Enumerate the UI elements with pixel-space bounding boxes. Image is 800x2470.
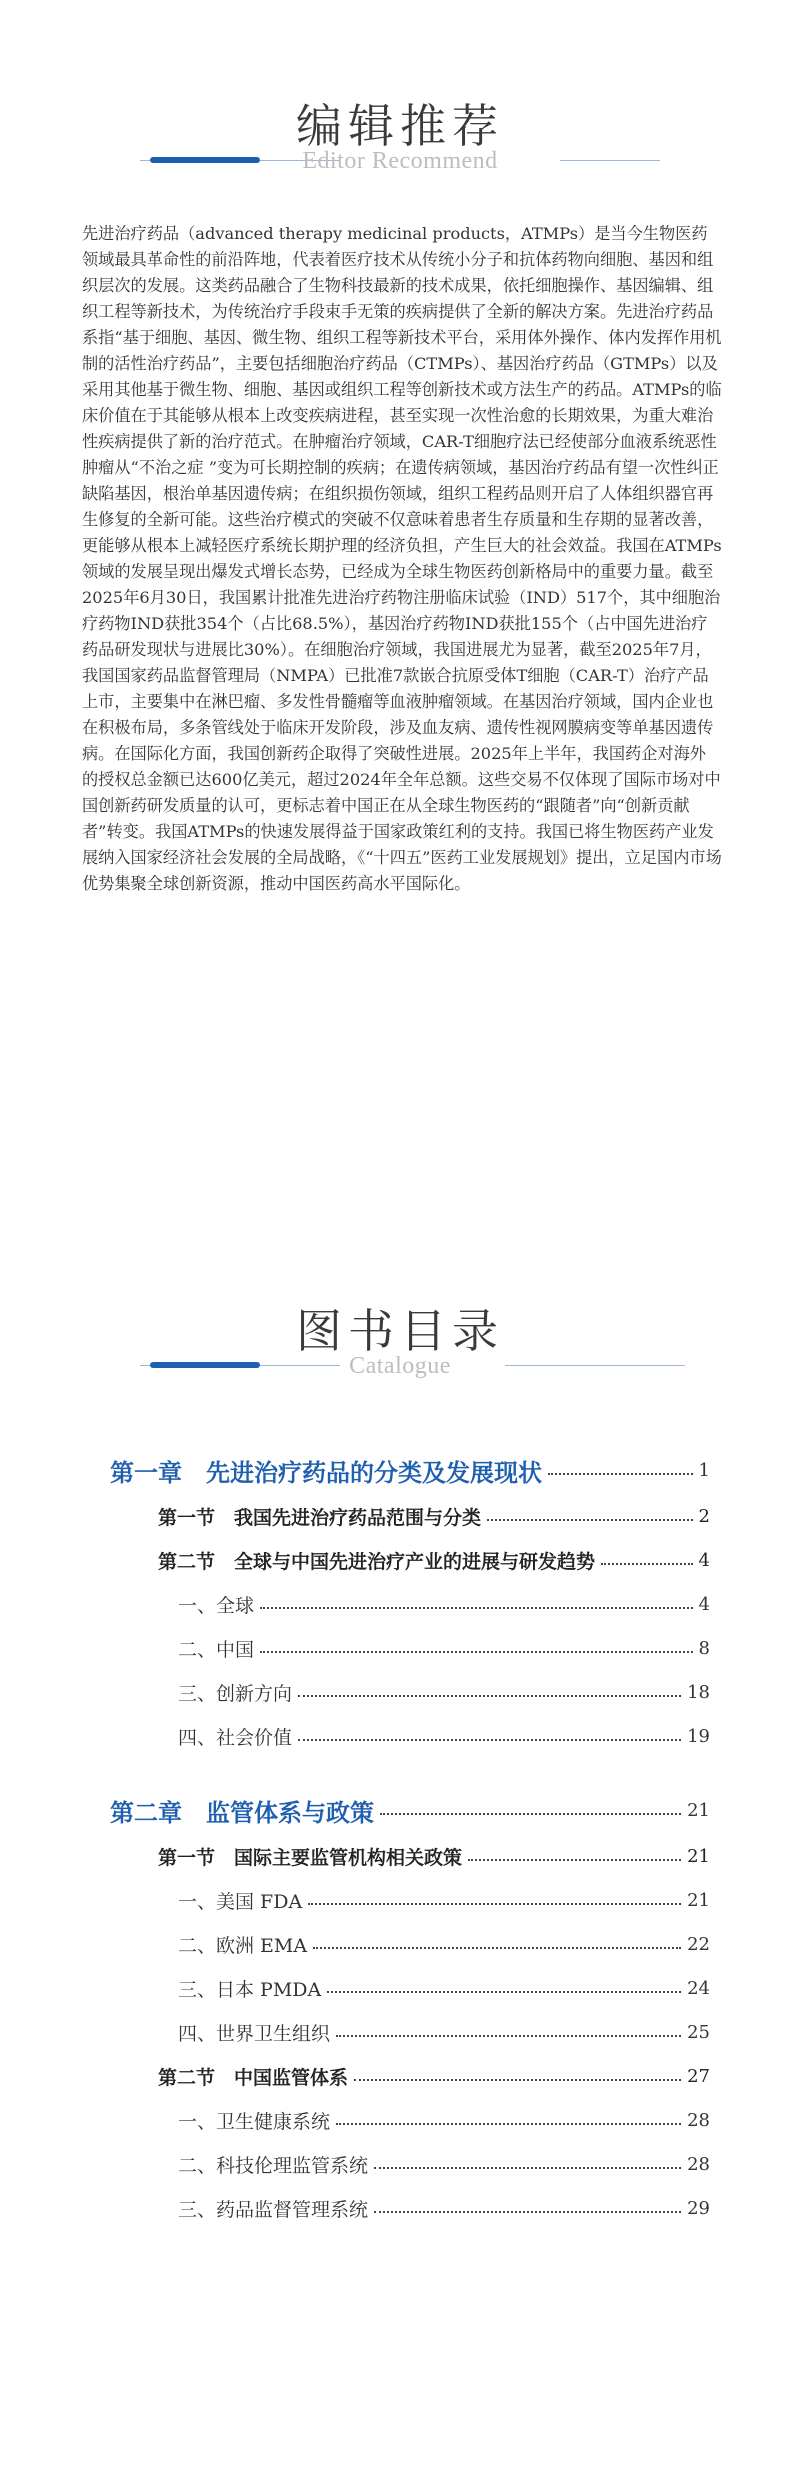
- toc-label: 第一节 国际主要监管机构相关政策: [158, 1846, 463, 1869]
- toc-section-2-1[interactable]: [158, 1841, 710, 1871]
- catalogue-header: [0, 1295, 800, 1395]
- toc-leader: [298, 1695, 681, 1697]
- toc-label: 一、美国 FDA: [178, 1890, 303, 1913]
- toc-label: 四、社会价值: [178, 1726, 293, 1749]
- header-divider-right: [560, 160, 660, 161]
- toc-item[interactable]: [178, 1929, 710, 1959]
- toc-item[interactable]: [178, 1885, 710, 1915]
- toc-section-1-1[interactable]: [158, 1501, 710, 1531]
- toc-leader: [380, 1813, 681, 1815]
- toc-leader: [336, 2035, 681, 2037]
- toc-page: 21: [687, 1845, 710, 1867]
- toc-section-1-2[interactable]: [158, 1545, 710, 1575]
- toc-leader: [487, 1519, 693, 1521]
- toc-page: 19: [687, 1725, 710, 1747]
- toc-leader: [260, 1607, 693, 1609]
- toc-item[interactable]: [178, 2017, 710, 2047]
- toc-page: 2: [698, 1505, 710, 1527]
- editor-recommend-header: [0, 90, 800, 190]
- toc-section-2-2[interactable]: [158, 2061, 710, 2091]
- toc-page: 21: [687, 1889, 710, 1911]
- toc-item[interactable]: [178, 1677, 710, 1707]
- toc-label: 一、卫生健康系统: [178, 2110, 331, 2133]
- toc-leader: [260, 1651, 693, 1653]
- toc-page: 29: [687, 2197, 710, 2219]
- catalogue-subtitle: Catalogue: [349, 1353, 451, 1379]
- toc-page: 28: [687, 2153, 710, 2175]
- toc-page: 4: [698, 1593, 710, 1615]
- toc-leader: [308, 1903, 681, 1905]
- toc-leader: [336, 2123, 681, 2125]
- toc-item[interactable]: [178, 1589, 710, 1619]
- toc-page: 1: [698, 1459, 710, 1481]
- toc-page: 18: [687, 1681, 710, 1703]
- toc-leader: [298, 1739, 681, 1741]
- toc-label: 三、创新方向: [178, 1682, 293, 1705]
- toc-label: 第二章 监管体系与政策: [110, 1798, 374, 1827]
- toc-leader: [374, 2211, 681, 2213]
- toc-page: 28: [687, 2109, 710, 2131]
- toc-page: 4: [698, 1549, 710, 1571]
- toc-chapter-2[interactable]: [110, 1795, 710, 1825]
- toc-label: 二、中国: [178, 1638, 255, 1661]
- toc-label: 第二节 全球与中国先进治疗产业的进展与研发趋势: [158, 1550, 596, 1573]
- toc-item[interactable]: [178, 1633, 710, 1663]
- toc-label: 三、日本 PMDA: [178, 1978, 322, 2001]
- toc-leader: [374, 2167, 681, 2169]
- recommend-body: 先进治疗药品（advanced therapy medicinal products，ATMPs）是当今生物医药领域最具革命性的前沿阵地，代表着医疗技术从传统小分子和抗体药物向细胞、基因和组织层次的发展。这类药品融合了生物科技最新的技术成果，依托细胞操作、基因编辑、组织工程等新技术，为传统治疗手段束手无策的疾病提供了全新的解决方案。先进治疗药品系指“基于细胞、基因、微生物、组织工程等新技术平台，采用体外操作、体内发挥作用机制的活性治疗药品”，主要包括细胞治疗药品（CTMPs）、基因治疗药品（GTMPs）以及采用其他基于微生物、细胞、基因或组织工程等创新技术或方法生产的药品。ATMPs的临床价值在于其能够从根本上改变疾病进程，甚至实现一次性治愈的长期效果，为重大难治性疾病提供了新的治疗范式。在肿瘤治疗领域，CAR-T细胞疗法已经使部分血液系统恶性肿瘤从“不治之症 ”变为可长期控制的疾病；在遗传病领域，基因治疗药品有望一次性纠正缺陷基因，根治单基因遗传病；在组织损伤领域，组织工程药品则开启了人体组织器官再生修复的全新可能。这些治疗模式的突破不仅意味着患者生存质量和生存期的显著改善，更能够从根本上减轻医疗系统长期护理的经济负担，产生巨大的社会效益。我国在ATMPs领域的发展呈现出爆发式增长态势，已经成为全球生物医药创新格局中的重要力量。截至2025年6月30日，我国累计批准先进治疗药物注册临床试验（IND）517个，其中细胞治疗药物IND获批354个（占比68.5%），基因治疗药物IND获批155个（占中国先进治疗药品研发现状与进展比30%）。在细胞治疗领域，我国进展尤为显著，截至2025年7月，我国国家药品监督管理局（NMPA）已批准7款嵌合抗原受体T细胞（CAR-T）治疗产品上市，主要集中在淋巴瘤、多发性骨髓瘤等血液肿瘤领域。在基因治疗领域，国内企业也在积极布局，多条管线处于临床开发阶段，涉及血友病、遗传性视网膜病变等单基因遗传病。在国际化方面，我国创新药企取得了突破性进展。2025年上半年，我国药企对海外的授权总金额已达600亿美元，超过2024年全年总额。这些交易不仅体现了国际市场对中国创新药研发质量的认可，更标志着中国正在从全球生物医药的“跟随者”向“创新贡献者”转变。我国ATMPs的快速发展得益于国家政策红利的支持。我国已将生物医药产业发展纳入国家经济社会发展的全局战略，《“十四五”医药工业发展规划》提出，立足国内市场优势集聚全球创新资源，推动中国医药高水平国际化。: [82, 224, 722, 893]
- toc-page: 8: [698, 1637, 710, 1659]
- editor-recommend-title: 编辑推荐: [296, 99, 504, 153]
- toc-item[interactable]: [178, 1973, 710, 2003]
- toc-label: 二、欧洲 EMA: [178, 1934, 308, 1957]
- toc-leader: [354, 2079, 681, 2081]
- toc-chapter-1[interactable]: [110, 1455, 710, 1485]
- catalogue-title: 图书目录: [296, 1304, 504, 1358]
- editor-recommend-subtitle: Editor Recommend: [302, 148, 498, 174]
- toc-page: 25: [687, 2021, 710, 2043]
- toc-label: 一、全球: [178, 1594, 255, 1617]
- toc-label: 四、世界卫生组织: [178, 2022, 331, 2045]
- toc-item[interactable]: [178, 2193, 710, 2223]
- toc-leader: [548, 1473, 693, 1475]
- toc-item[interactable]: [178, 2105, 710, 2135]
- toc-leader: [601, 1563, 693, 1565]
- toc-label: 第一章 先进治疗药品的分类及发展现状: [110, 1458, 542, 1487]
- catalogue-divider-right: [505, 1365, 685, 1366]
- toc-label: 第二节 中国监管体系: [158, 2066, 349, 2089]
- toc-label: 二、科技伦理监管系统: [178, 2154, 369, 2177]
- toc-leader: [468, 1859, 681, 1861]
- toc-page: 21: [687, 1799, 710, 1821]
- toc-page: 22: [687, 1933, 710, 1955]
- toc-page: 27: [687, 2065, 710, 2087]
- toc-leader: [327, 1991, 681, 1993]
- toc-label: 第一节 我国先进治疗药品范围与分类: [158, 1506, 482, 1529]
- toc-leader: [313, 1947, 681, 1949]
- toc-item[interactable]: [178, 2149, 710, 2179]
- toc-item[interactable]: [178, 1721, 710, 1751]
- toc-label: 三、药品监督管理系统: [178, 2198, 369, 2221]
- toc-page: 24: [687, 1977, 710, 1999]
